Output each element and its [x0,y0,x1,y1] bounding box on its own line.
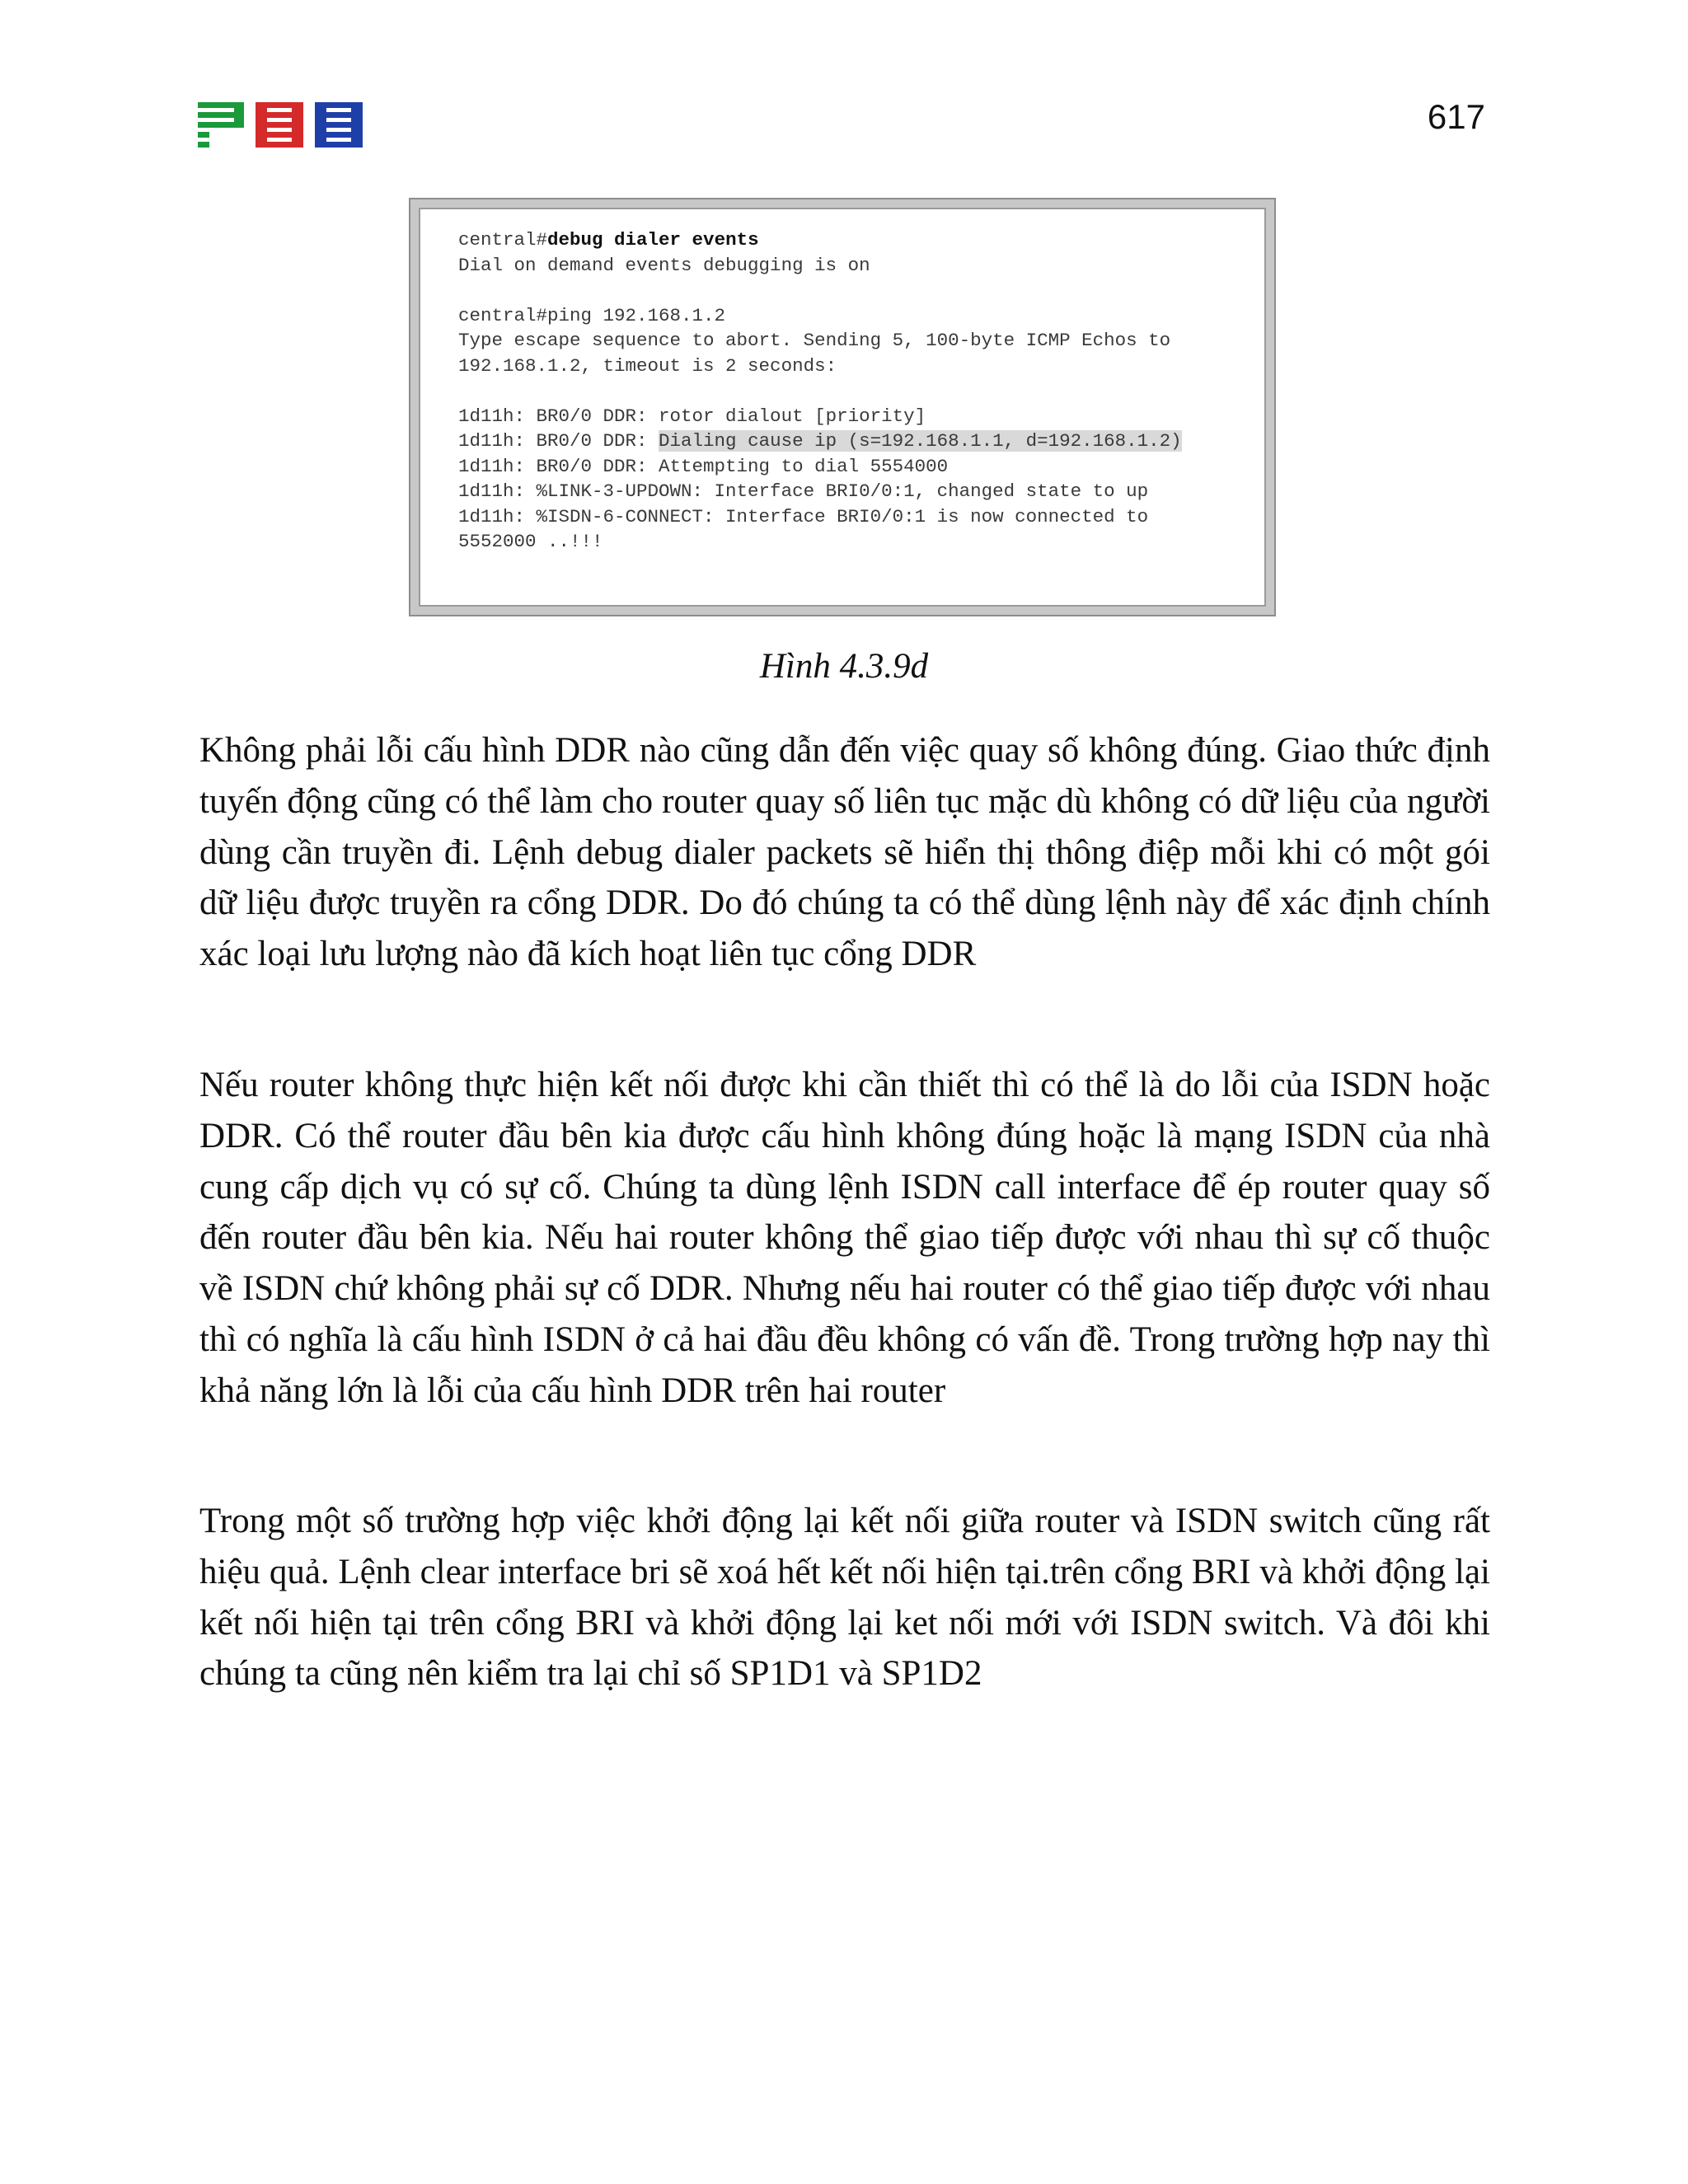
page-number: 617 [1427,97,1485,136]
terminal-line: 5552000 ..!!! [458,531,603,552]
body-paragraph: Không phải lỗi cấu hình DDR nào cũng dẫn đến việc quay số không đúng. Giao thức định tuyến động cũng có thể làm cho router quay số liên tục mặc dù không có dữ liệu của người dùng cần truyền đi. Lệnh debug dialer packets sẽ hiển thị thông điệp mỗi khi có một gói dữ liệu được truyền ra cổng DDR. Do đó chúng ta có thể dùng lệnh này để xác định chính xác loại lưu lượng nào đã kích hoạt liên tục cổng DDR [199,731,1490,974]
terminal-line: 1d11h: BR0/0 DDR: rotor dialout [priority] [458,405,926,427]
terminal-blank-line [458,278,1264,303]
terminal-line: 1d11h: BR0/0 DDR: Dialing cause ip (s=192.168.1.1, d=192.168.1.2) [458,430,1182,452]
terminal-line: Dial on demand events debugging is on [458,254,870,276]
terminal-line: 192.168.1.2, timeout is 2 seconds: [458,354,837,377]
body-paragraph: Trong một số trường hợp việc khởi động lại kết nối giữa router và ISDN switch cũng rất hiệu quả. Lệnh clear interface bri sẽ xoá hết kết nối hiện tại.trên cổng BRI và khởi động lại kết nối hiện tại trên cổng BRI và khởi động lại ket nối mới với ISDN switch. Và đôi khi chúng ta cũng nên kiểm tra lại chỉ số SP1D1 và SP1D2 [199,1502,1490,1694]
terminal-screenshot [409,198,1276,616]
terminal-line: 1d11h: BR0/0 DDR: Attempting to dial 5554000 [458,455,949,477]
terminal-output [419,208,1266,607]
terminal-line: 1d11h: %ISDN-6-CONNECT: Interface BRI0/0:1 is now connected to [458,505,1149,527]
figure-caption: Hình 4.3.9d [759,647,929,686]
pnh-logo [198,102,363,148]
terminal-blank-line [458,378,1264,404]
terminal-line: 1d11h: %LINK-3-UPDOWN: Interface BRI0/0:1, changed state to up [458,480,1149,502]
terminal-line: Type escape sequence to abort. Sending 5, 100-byte ICMP Echos to [458,330,1171,351]
body-paragraph: Nếu router không thực hiện kết nối được khi cần thiết thì có thể là do lỗi của ISDN hoặc DDR. Có thể router đầu bên kia được cấu hình không đúng hoặc là mạng ISDN của nhà cung cấp dịch vụ có sự cố. Chúng ta dùng lệnh ISDN call interface để ép router quay số đến router đầu bên kia. Nếu hai router không thể giao tiếp được với nhau thì sự cố thuộc về ISDN chứ không phải sự cố DDR. Nhưng nếu hai router có thể giao tiếp được với nhau thì có nghĩa là cấu hình ISDN ở cả hai đầu đều không có vấn đề. Trong trường hợp nay thì khả năng lớn là lỗi của cấu hình DDR trên hai router [199,1066,1490,1410]
terminal-command: debug dialer events [547,229,759,251]
highlighted-dialing-cause: Dialing cause ip (s=192.168.1.1, d=192.168.1.2) [659,430,1182,452]
terminal-line: central#debug dialer events [458,229,759,251]
terminal-line: central#ping 192.168.1.2 [458,304,726,326]
